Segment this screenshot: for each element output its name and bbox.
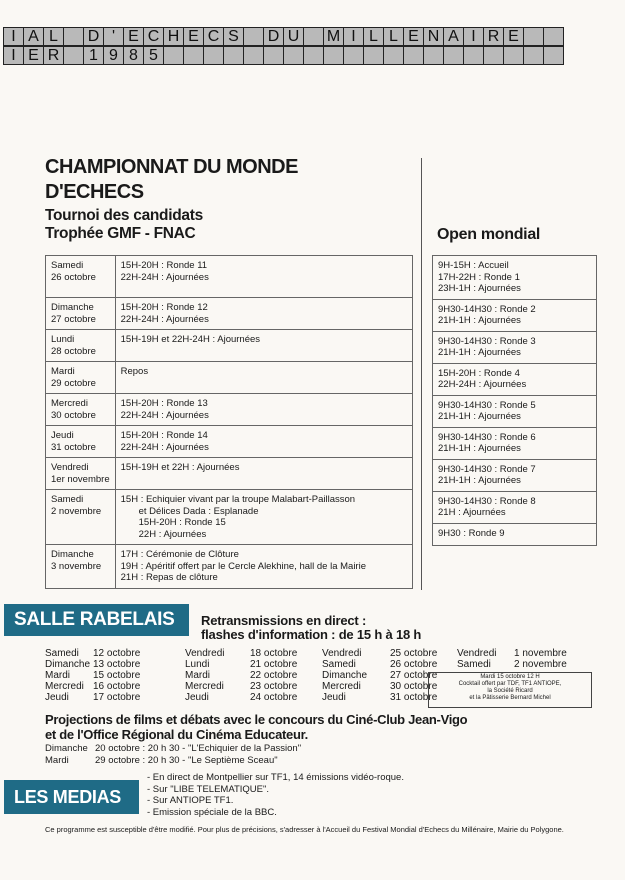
open-event: 15H-20H : Ronde 4 <box>438 367 520 379</box>
open-event: 21H-1H : Ajournées <box>438 411 521 422</box>
banner-cell <box>523 27 544 46</box>
date-day: Jeudi <box>45 692 69 703</box>
open-event: 9H30-14H30 : Ronde 7 <box>438 463 536 475</box>
open-event: 9H30-14H30 : Ronde 8 <box>438 495 536 507</box>
dates-column <box>457 648 567 670</box>
schedule-day: Samedi <box>51 494 84 505</box>
dates-column <box>185 648 297 703</box>
schedule-event: 22H-24H : Ajournées <box>120 313 209 325</box>
banner-cell <box>443 46 464 65</box>
banner-cell: N <box>423 27 444 46</box>
banner-row <box>4 28 564 47</box>
banner-cell <box>343 46 364 65</box>
date-row <box>457 648 567 659</box>
date-day: Mardi <box>185 670 211 681</box>
open-row <box>433 459 597 491</box>
schedule-date: 1er novembre <box>51 473 110 485</box>
schedule-day-cell <box>46 256 116 298</box>
note-line: Mardi 15 octobre 12 H <box>480 674 540 680</box>
schedule-event: 22H-24H : Ajournées <box>120 441 209 453</box>
date-day: Jeudi <box>185 692 209 703</box>
open-event: 22H-24H : Ajournées <box>438 379 527 390</box>
main-title-line2: D'ECHECS <box>45 181 144 203</box>
banner-cell: C <box>143 27 164 46</box>
banner-cell <box>183 46 204 65</box>
media-item: - En direct de Montpellier sur TF1, 14 émissions vidéo-roque. <box>147 772 404 783</box>
date-day: Dimanche <box>322 670 368 681</box>
banner-cell: I <box>463 27 484 46</box>
schedule-events-cell <box>115 298 412 330</box>
schedule-event: 15H-20H : Ronde 11 <box>120 260 208 271</box>
schedule-event: 15H-20H : Ronde 13 <box>120 398 208 409</box>
open-event: 21H-1H : Ajournées <box>438 475 521 486</box>
film-day: Mardi <box>45 755 69 766</box>
schedule-day: Lundi <box>51 334 75 345</box>
banner-cell: 8 <box>123 46 144 65</box>
banner-cell <box>403 46 424 65</box>
banner-row <box>4 47 564 66</box>
schedule-day: Samedi <box>51 260 84 271</box>
schedule-row <box>46 256 413 298</box>
open-title: Open mondial <box>437 226 541 243</box>
open-event: 21H : Ajournées <box>438 507 506 518</box>
schedule-event: 22H-24H : Ajournées <box>120 409 209 421</box>
banner-cell <box>63 27 84 46</box>
open-event: 21H-1H : Ajournées <box>438 315 521 326</box>
open-event: 21H-1H : Ajournées <box>438 443 521 454</box>
film-row <box>45 743 301 755</box>
schedule-event: 22H-24H : Ajournées <box>120 271 209 283</box>
date-value: 25 octobre <box>390 648 438 659</box>
date-value: 21 octobre <box>250 659 298 670</box>
open-cell <box>433 523 597 545</box>
banner-cell <box>203 46 224 65</box>
banner-cell <box>283 46 304 65</box>
schedule-day-cell <box>46 490 116 545</box>
schedule-day-cell <box>46 426 116 458</box>
schedule-events-cell <box>115 426 412 458</box>
film-day: Dimanche <box>45 743 88 754</box>
open-row <box>433 331 597 363</box>
open-row <box>433 427 597 459</box>
sub-title-line2: Trophée GMF - FNAC <box>45 225 196 242</box>
banner-cell: E <box>123 27 144 46</box>
banner-cell: R <box>483 27 504 46</box>
banner-cell <box>263 46 284 65</box>
banner-cell: E <box>403 27 424 46</box>
open-cell <box>433 459 597 491</box>
banner-cell: E <box>23 46 44 65</box>
date-day: Samedi <box>322 659 356 670</box>
date-row <box>322 648 437 659</box>
date-value: 12 octobre <box>93 648 141 659</box>
date-value: 26 octobre <box>390 659 438 670</box>
open-event: 21H-1H : Ajournées <box>438 347 521 358</box>
cocktail-note-box <box>428 672 592 708</box>
banner-cell: 1 <box>83 46 104 65</box>
date-value: 2 novembre <box>514 659 567 670</box>
banner-cell: I <box>3 46 24 65</box>
schedule-event: 15H-20H : Ronde 15 <box>138 517 226 528</box>
date-day: Vendredi <box>185 648 225 659</box>
date-value: 22 octobre <box>250 670 298 681</box>
schedule-date: 2 novembre <box>51 505 102 517</box>
date-day: Mercredi <box>322 681 361 692</box>
date-day: Samedi <box>45 648 79 659</box>
schedule-event: Repos <box>120 366 149 377</box>
date-row <box>185 681 297 692</box>
open-event: 9H30 : Ronde 9 <box>438 527 505 539</box>
schedule-date: 31 octobre <box>51 441 96 453</box>
schedule-events-cell <box>115 458 412 490</box>
schedule-event: 21H : Repas de clôture <box>120 572 218 583</box>
banner-cell: U <box>283 27 304 46</box>
date-value: 30 octobre <box>390 681 438 692</box>
date-day: Vendredi <box>322 648 362 659</box>
banner-cell <box>383 46 404 65</box>
date-value: 27 octobre <box>390 670 438 681</box>
projections-line2: et de l'Office Régional du Cinéma Educateur. <box>45 727 308 742</box>
date-row <box>185 670 297 681</box>
schedule-row <box>46 394 413 426</box>
banner-cell: 5 <box>143 46 164 65</box>
les-medias-band: LES MEDIAS <box>4 780 139 814</box>
date-value: 17 octobre <box>93 692 141 703</box>
date-row <box>322 659 437 670</box>
schedule-day: Dimanche <box>51 302 94 313</box>
banner-cell <box>163 46 184 65</box>
projections-heading <box>45 712 467 742</box>
schedule-events-cell <box>115 394 412 426</box>
banner-cell <box>423 46 444 65</box>
schedule-events-cell <box>115 256 412 298</box>
open-event: 9H-15H : Accueil <box>438 260 509 271</box>
date-row <box>322 692 437 703</box>
banner-cell <box>303 46 324 65</box>
film-detail: 29 octobre : 20 h 30 - "Le Septième Sceau" <box>95 755 278 766</box>
note-line: la Société Ricard <box>487 688 533 694</box>
schedule-date: 3 novembre <box>51 560 102 572</box>
schedule-row <box>46 362 413 394</box>
open-row <box>433 523 597 545</box>
date-value: 18 octobre <box>250 648 298 659</box>
banner-cell <box>483 46 504 65</box>
banner-cell <box>503 46 524 65</box>
film-row <box>45 755 301 767</box>
schedule-event: 15H-19H et 22H : Ajournées <box>120 462 240 473</box>
dates-column <box>322 648 437 703</box>
banner-cell: E <box>183 27 204 46</box>
open-cell <box>433 427 597 459</box>
schedule-date: 26 octobre <box>51 271 96 283</box>
schedule-day: Vendredi <box>51 462 89 473</box>
date-day: Lundi <box>185 659 210 670</box>
schedule-row <box>46 298 413 330</box>
open-event: 17H-22H : Ronde 1 <box>438 271 520 283</box>
date-value: 31 octobre <box>390 692 438 703</box>
schedule-day-cell <box>46 394 116 426</box>
schedule-event: 15H-20H : Ronde 14 <box>120 430 208 441</box>
date-row <box>185 692 297 703</box>
date-value: 1 novembre <box>514 648 567 659</box>
open-event: 9H30-14H30 : Ronde 2 <box>438 303 536 315</box>
banner-cell <box>323 46 344 65</box>
banner-cell <box>243 27 264 46</box>
date-row <box>322 681 437 692</box>
date-row <box>185 659 297 670</box>
candidates-schedule-table <box>45 255 413 589</box>
dates-column <box>45 648 140 703</box>
banner-cell <box>223 46 244 65</box>
media-item: - Emission spéciale de la BBC. <box>147 806 277 818</box>
schedule-events-cell <box>115 362 412 394</box>
banner-cell: L <box>43 27 64 46</box>
banner-cell <box>463 46 484 65</box>
schedule-events-cell <box>115 545 412 589</box>
schedule-events-cell <box>115 490 412 545</box>
retrans-line1: Retransmissions en direct : <box>201 613 367 628</box>
banner-cell <box>363 46 384 65</box>
open-event: 9H30-14H30 : Ronde 6 <box>438 431 536 443</box>
banner-cell: A <box>443 27 464 46</box>
schedule-day: Dimanche <box>51 549 94 560</box>
media-item: - Sur ANTIOPE TF1. <box>147 795 234 806</box>
schedule-day: Mercredi <box>51 398 88 409</box>
schedule-row <box>46 545 413 589</box>
projections-line1: Projections de films et débats avec le concours du Ciné-Club Jean-Vigo <box>45 712 468 727</box>
schedule-event: 19H : Apéritif offert par le Cercle Alekhine, hall de la Mairie <box>120 560 366 572</box>
schedule-event: et Délices Dada : Esplanade <box>138 505 259 517</box>
date-value: 15 octobre <box>93 670 141 681</box>
banner-cell <box>543 27 564 46</box>
schedule-day-cell <box>46 458 116 490</box>
schedule-day-cell <box>46 330 116 362</box>
date-value: 24 octobre <box>250 692 298 703</box>
open-cell <box>433 363 597 395</box>
date-row <box>45 692 140 703</box>
footer-note: Ce programme est susceptible d'être modifié. Pour plus de précisions, s'adresser à l'Accueil du Festival Mondial d'Echecs du Millénaire, Mairie du Polygone. <box>45 825 564 834</box>
media-item: - Sur "LIBE TELEMATIQUE". <box>147 783 270 795</box>
schedule-day-cell <box>46 545 116 589</box>
note-line: et la Pâtisserie Bernard Michel <box>469 695 551 701</box>
date-row <box>45 681 140 692</box>
schedule-event: 17H : Cérémonie de Clôture <box>120 549 239 560</box>
banner-cell: I <box>3 27 24 46</box>
banner-cell: L <box>363 27 384 46</box>
date-row <box>45 670 140 681</box>
schedule-day-cell <box>46 362 116 394</box>
banner-cell <box>303 27 324 46</box>
banner-cell <box>523 46 544 65</box>
banner-cell: ' <box>103 27 124 46</box>
open-event: 9H30-14H30 : Ronde 5 <box>438 399 536 411</box>
schedule-date: 29 octobre <box>51 377 96 389</box>
schedule-events-cell <box>115 330 412 362</box>
date-value: 13 octobre <box>93 659 141 670</box>
open-cell <box>433 331 597 363</box>
banner-cell <box>243 46 264 65</box>
date-row <box>457 659 567 670</box>
schedule-day-cell <box>46 298 116 330</box>
date-day: Mardi <box>45 670 71 681</box>
note-line: Cocktail offert par TDF, TF1 ANTIOPE, <box>458 681 562 687</box>
salle-rabelais-band: SALLE RABELAIS <box>4 604 189 636</box>
banner-cell: D <box>83 27 104 46</box>
open-row <box>433 256 597 300</box>
date-row <box>185 648 297 659</box>
schedule-day: Jeudi <box>51 430 74 441</box>
schedule-row <box>46 426 413 458</box>
open-row <box>433 299 597 331</box>
date-row <box>322 670 437 681</box>
retrans-line2: flashes d'information : de 15 h à 18 h <box>201 627 422 642</box>
banner-cell: E <box>503 27 524 46</box>
schedule-event: 15H : Echiquier vivant par la troupe Malabart-Paillasson <box>120 494 356 505</box>
banner-cell: I <box>343 27 364 46</box>
date-day: Mercredi <box>45 681 84 692</box>
column-divider <box>421 158 422 590</box>
banner-cell: C <box>203 27 224 46</box>
open-cell <box>433 491 597 523</box>
banner-cell: H <box>163 27 184 46</box>
date-row <box>45 648 140 659</box>
open-cell <box>433 299 597 331</box>
banner-cell <box>543 46 564 65</box>
banner-cell: D <box>263 27 284 46</box>
open-event: 9H30-14H30 : Ronde 3 <box>438 335 536 347</box>
date-day: Vendredi <box>457 648 497 659</box>
open-event: 23H-1H : Ajournées <box>438 283 521 294</box>
banner-cell: 9 <box>103 46 124 65</box>
date-day: Dimanche <box>45 659 91 670</box>
schedule-event: 15H-19H et 22H-24H : Ajournées <box>120 334 261 345</box>
schedule-date: 27 octobre <box>51 313 96 325</box>
date-day: Samedi <box>457 659 491 670</box>
schedule-event: 15H-20H : Ronde 12 <box>120 302 208 313</box>
date-row <box>45 659 140 670</box>
films-list <box>45 743 301 767</box>
open-cell <box>433 395 597 427</box>
retransmissions-heading <box>201 614 421 642</box>
schedule-event: 22H : Ajournées <box>138 528 207 540</box>
schedule-day: Mardi <box>51 366 75 377</box>
schedule-row <box>46 458 413 490</box>
open-row <box>433 395 597 427</box>
schedule-date: 30 octobre <box>51 409 96 421</box>
banner-cell: A <box>23 27 44 46</box>
open-row <box>433 491 597 523</box>
banner-cell: R <box>43 46 64 65</box>
banner-cell: M <box>323 27 344 46</box>
title-block <box>45 155 415 243</box>
medias-list <box>147 772 404 818</box>
schedule-row <box>46 490 413 545</box>
banner-cell: S <box>223 27 244 46</box>
date-value: 16 octobre <box>93 681 141 692</box>
schedule-row <box>46 330 413 362</box>
film-detail: 20 octobre : 20 h 30 - "L'Echiquier de la Passion" <box>95 743 302 754</box>
header-banner <box>4 28 564 66</box>
banner-cell <box>63 46 84 65</box>
banner-cell: L <box>383 27 404 46</box>
date-day: Jeudi <box>322 692 346 703</box>
open-row <box>433 363 597 395</box>
open-schedule-table <box>432 255 597 546</box>
date-value: 23 octobre <box>250 681 298 692</box>
schedule-date: 28 octobre <box>51 345 96 357</box>
sub-title-line1: Tournoi des candidats <box>45 207 203 224</box>
open-cell <box>433 256 597 300</box>
main-title-line1: CHAMPIONNAT DU MONDE <box>45 156 298 178</box>
date-day: Mercredi <box>185 681 224 692</box>
